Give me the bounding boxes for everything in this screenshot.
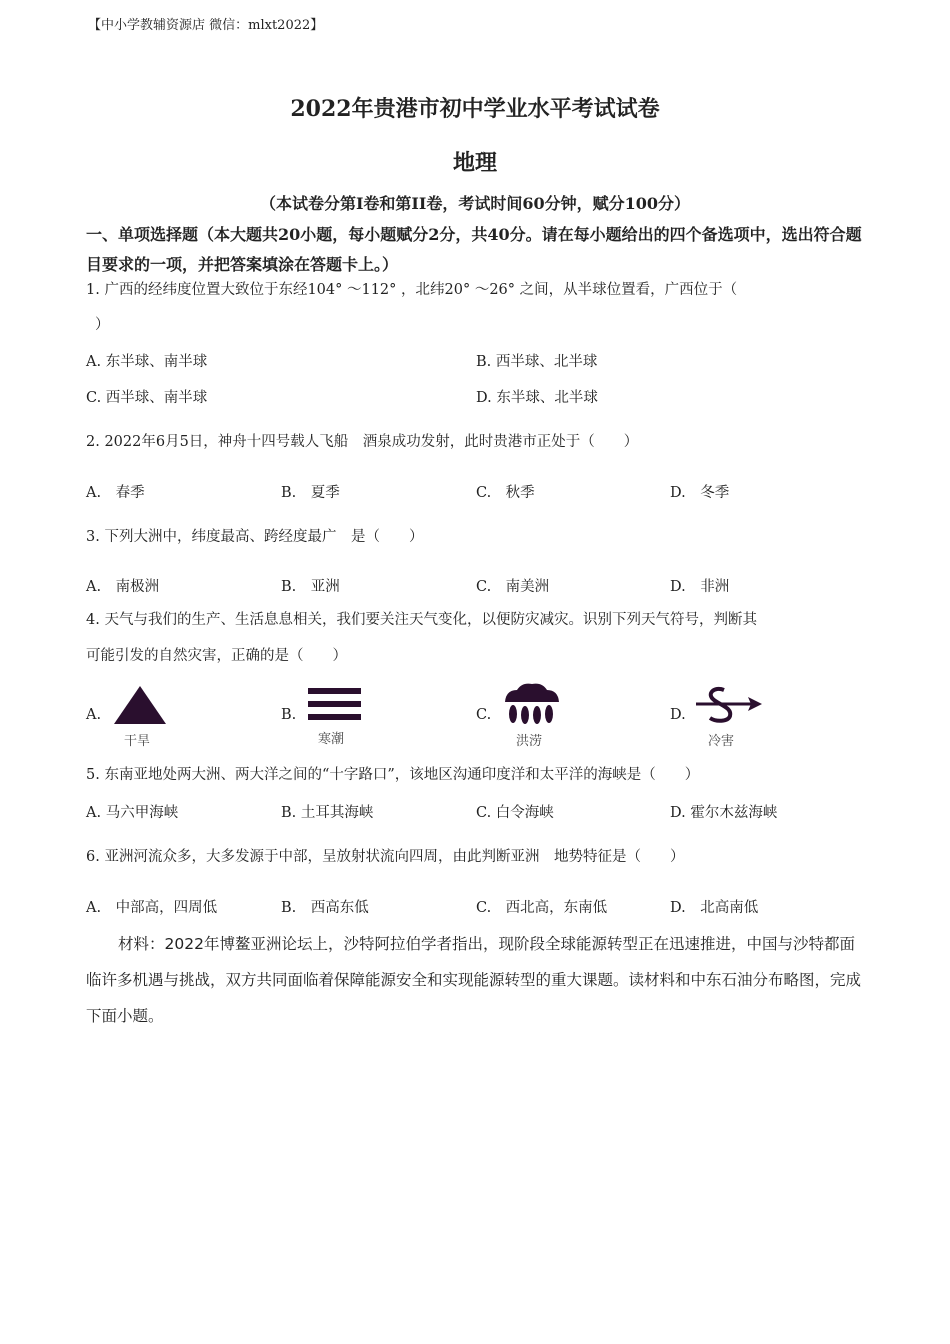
question-3-option-d: D. 非洲 (670, 579, 730, 595)
question-1-stem-end: ） (95, 317, 110, 333)
question-4-stem: 4. 天气与我们的生产、生活息息相关，我们要关注天气变化，以便防灾减灾。识别下列天气符号，判断其 (86, 612, 757, 628)
question-4-option-c: C. (476, 707, 492, 723)
question-2-option-c: C. 秋季 (476, 485, 535, 501)
sandstorm-symbol-icon (696, 684, 764, 726)
question-6-stem: 6. 亚洲河流众多，大多发源于中部，呈放射状流向四周，由此判断亚洲 地势特征是（ ） (86, 849, 685, 865)
question-3-stem: 3. 下列大洲中，纬度最高、跨经度最广 是（ ） (86, 529, 424, 545)
section-heading: 一、单项选择题（本大题共20小题，每小题赋分2分，共40分。请在每小题给出的四个备选项中，选出符合题目要求的一项，并把答案填涂在答题卡上。） (86, 225, 862, 274)
question-5-option-d: D. 霍尔木兹海峡 (670, 805, 778, 821)
cold-wave-symbol-icon (308, 688, 362, 722)
question-1-stem: 1. 广西的经纬度位置大致位于东经104° ～112° ，北纬20° ～26° 之间，从半球位置看，广西位于（ (86, 282, 738, 298)
question-1-option-a: A. 东半球、南半球 (86, 354, 208, 370)
question-6-option-d: D. 北高南低 (670, 900, 759, 916)
question-1-option-d: D. 东半球、北半球 (476, 390, 598, 406)
reading-material: 材料：2022年博鳌亚洲论坛上，沙特阿拉伯学者指出，现阶段全球能源转型正在迅速推进，中国与沙特都面临许多机遇与挑战，双方共同面临着保障能源安全和实现能源转型的重大课题。读材料和中东石油分布略图，完成下面小题。 (86, 935, 862, 1025)
question-4-option-d: D. (670, 707, 686, 723)
question-4-option-b: B. (281, 707, 297, 723)
question-5-option-c: C. 白令海峡 (476, 805, 554, 821)
question-2-option-a: A. 春季 (86, 485, 145, 501)
question-4-option-a: A. (86, 707, 102, 723)
question-4-stem-cont: 可能引发的自然灾害，正确的是（ ） (86, 648, 347, 664)
cold-wave-label: 寒潮 (318, 732, 345, 747)
exam-title: 2022年贵港市初中学业水平考试试卷 (290, 96, 660, 122)
drought-symbol-icon (114, 686, 168, 726)
watermark: 【中小学教辅资源店 微信：mlxt2022】 (88, 18, 324, 33)
question-6-option-a: A. 中部高，四周低 (86, 900, 218, 916)
question-3-option-c: C. 南美洲 (476, 579, 550, 595)
subject-title: 地理 (452, 150, 497, 176)
question-3-option-a: A. 南极洲 (86, 579, 160, 595)
question-3-option-b: B. 亚洲 (281, 579, 340, 595)
question-1-option-b: B. 西半球、北半球 (476, 354, 598, 370)
question-5-stem: 5. 东南亚地处两大洲、两大洋之间的“十字路口”，该地区沟通印度洋和太平洋的海峡是（ ） (86, 767, 700, 783)
question-5-option-b: B. 土耳其海峡 (281, 805, 374, 821)
exam-note: （本试卷分第Ⅰ卷和第II卷，考试时间60分钟，赋分100分） (259, 194, 691, 213)
cold-damage-label: 冷害 (708, 734, 735, 749)
question-5-option-a: A. 马六甲海峡 (86, 805, 179, 821)
question-6-option-c: C. 西北高，东南低 (476, 900, 608, 916)
question-2-option-b: B. 夏季 (281, 485, 340, 501)
flood-label: 洪涝 (516, 734, 543, 749)
drought-label: 干旱 (124, 734, 151, 749)
question-2-stem: 2. 2022年6月5日，神舟十四号载人飞船 酒泉成功发射，此时贵港市正处于（ ） (86, 434, 639, 450)
flood-rain-cloud-icon (502, 682, 562, 726)
question-2-option-d: D. 冬季 (670, 485, 730, 501)
question-1-option-c: C. 西半球、南半球 (86, 390, 208, 406)
question-6-option-b: B. 西高东低 (281, 900, 369, 916)
